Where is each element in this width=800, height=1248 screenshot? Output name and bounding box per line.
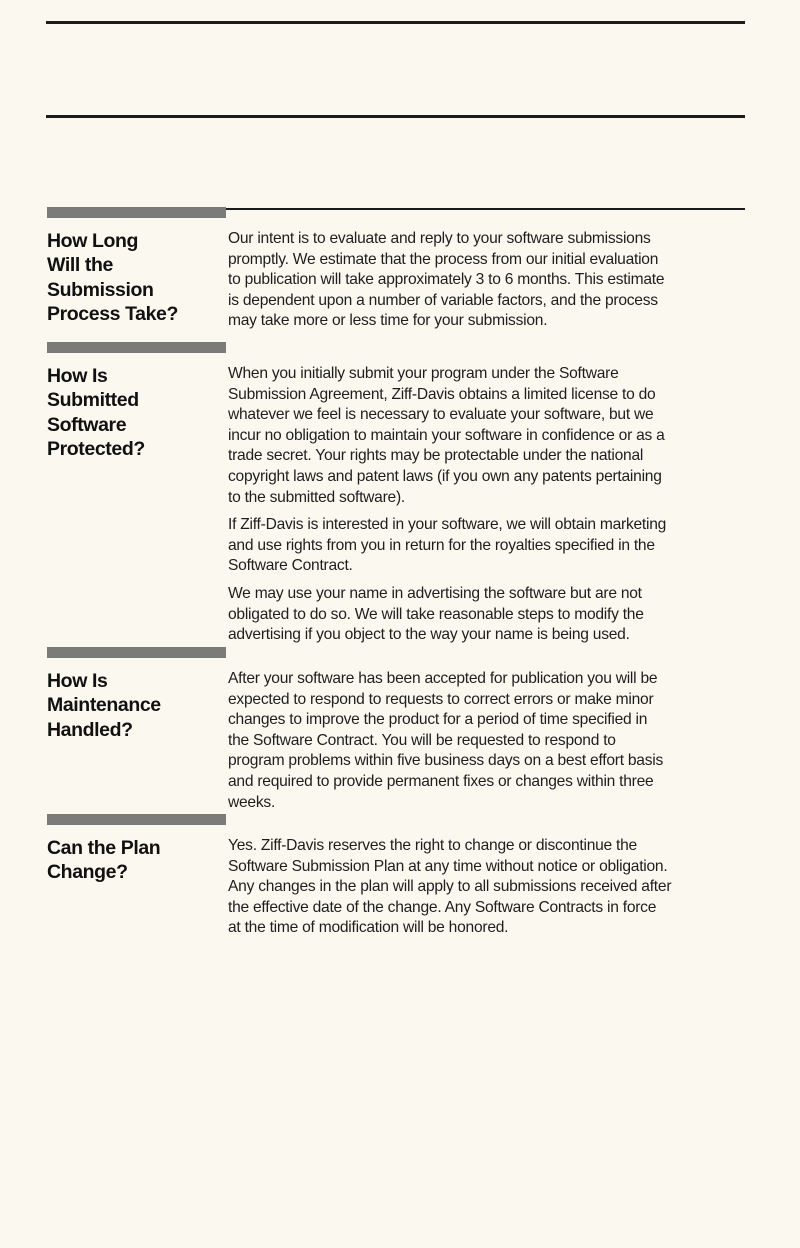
section-body <box>228 364 748 646</box>
text-line: Yes. Ziff-Davis reserves the right to change or discontinue the <box>228 837 637 854</box>
text-line: incur no obligation to maintain your software in confidence or as a <box>228 426 665 444</box>
second-rule <box>46 115 745 118</box>
section-body <box>228 836 748 939</box>
heading-line: How Long <box>47 230 139 252</box>
text-line: changes to improve the product for a period of time specified in <box>228 711 648 729</box>
text-line: Our intent is to evaluate and reply to your software submissions <box>228 230 651 247</box>
text-line: program problems within five business days on a best effort basis <box>228 752 664 770</box>
section-bar <box>47 814 226 825</box>
section-heading <box>47 836 227 885</box>
text-line: When you initially submit your program under the Software <box>228 365 619 382</box>
section-heading <box>47 364 227 462</box>
paragraph <box>228 364 748 508</box>
section-rule <box>226 208 745 210</box>
paragraph <box>228 229 748 332</box>
section-heading <box>47 669 227 742</box>
paragraph <box>228 836 748 939</box>
text-line: copyright laws and patent laws (if you own any patents pertaining <box>228 467 662 485</box>
text-line: expected to respond to requests to correct errors or make minor <box>228 690 654 708</box>
text-line: and use rights from you in return for the royalties specified in the <box>228 536 655 554</box>
text-line: obligated to do so. We will take reasonable steps to modify the <box>228 605 644 623</box>
section-bar <box>47 647 226 658</box>
text-line: promptly. We estimate that the process from our initial evaluation <box>228 250 659 268</box>
heading-line: Software <box>47 413 127 436</box>
text-line: After your software has been accepted for publication you will be <box>228 670 658 687</box>
text-line: is dependent upon a number of variable factors, and the process <box>228 291 658 309</box>
heading-line: How Is <box>47 365 108 387</box>
heading-line: Submitted <box>47 389 139 412</box>
text-line: whatever we feel is necessary to evaluate your software, but we <box>228 406 654 424</box>
heading-line: Change? <box>47 861 128 884</box>
text-line: Submission Agreement, Ziff-Davis obtains a limited license to do <box>228 385 656 403</box>
top-rule <box>46 21 745 24</box>
text-line: We may use your name in advertising the software but are not <box>228 584 642 602</box>
paragraph <box>228 515 748 577</box>
section-body <box>228 229 748 332</box>
heading-line: Protected? <box>47 438 145 461</box>
heading-line: Submission <box>47 278 154 301</box>
heading-line: Can the Plan <box>47 837 161 859</box>
text-line: to the submitted software). <box>228 488 405 506</box>
heading-line: Will the <box>47 254 113 277</box>
text-line: the Software Contract. You will be requested to respond to <box>228 731 616 749</box>
text-line: at the time of modification will be honored. <box>228 919 509 937</box>
section-body <box>228 669 748 813</box>
heading-line: Maintenance <box>47 694 161 717</box>
text-line: If Ziff-Davis is interested in your software, we will obtain marketing <box>228 516 667 534</box>
heading-line: Process Take? <box>47 303 179 326</box>
text-line: advertising if you object to the way your name is being used. <box>228 626 630 644</box>
heading-line: Handled? <box>47 718 133 741</box>
section-bar <box>47 207 226 218</box>
text-line: the effective date of the change. Any Software Contracts in force <box>228 898 657 916</box>
heading-line: How Is <box>47 670 108 692</box>
text-line: Any changes in the plan will apply to all submissions received after <box>228 878 672 896</box>
text-line: and required to provide permanent fixes or changes within three <box>228 772 654 790</box>
paragraph <box>228 669 748 813</box>
text-line: trade secret. Your rights may be protectable under the national <box>228 447 644 465</box>
text-line: to publication will take approximately 3 to 6 months. This estimate <box>228 271 665 289</box>
text-line: weeks. <box>228 793 276 811</box>
text-line: Software Submission Plan at any time without notice or obligation. <box>228 857 668 875</box>
text-line: may take more or less time for your submission. <box>228 312 548 330</box>
text-line: Software Contract. <box>228 557 353 575</box>
section-bar <box>47 342 226 353</box>
paragraph <box>228 584 748 646</box>
section-heading <box>47 229 227 327</box>
